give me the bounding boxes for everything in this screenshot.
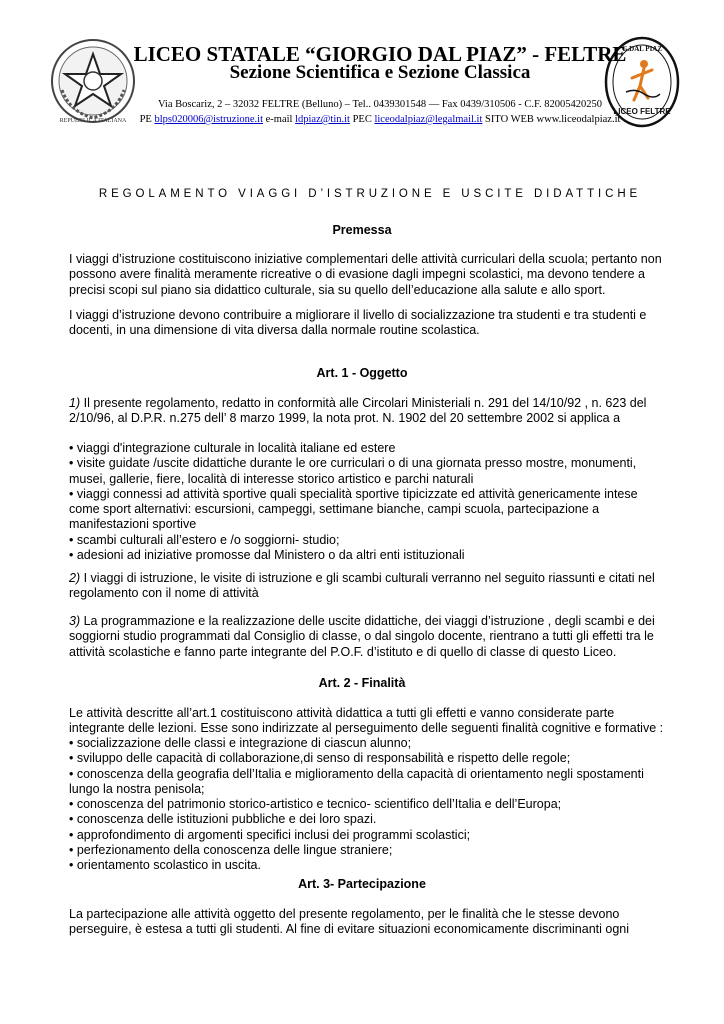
list-item: • orientamento scolastico in uscita.	[69, 858, 261, 873]
school-name: LICEO STATALE “GIORGIO DAL PIAZ” - FELTRE	[133, 42, 627, 66]
pec-label: PEC	[352, 114, 372, 125]
document-title: REGOLAMENTO VIAGGI D’ISTRUZIONE E USCITE DIDATTICHE	[98, 188, 642, 200]
school-contacts	[80, 114, 680, 126]
list-item: • adesioni ad iniziative promosse dal Ministero o da altri enti istituzionali	[69, 548, 465, 563]
list-item: • viaggi connessi ad attività sportive quali specialità sportive tipicizzate ed attività genericamente intese come sport alternativi: escursioni, campeggi, settimane bianche, campi scuola, partecipazione a manifestazioni sportive	[69, 486, 638, 532]
art2-bullet-list	[69, 736, 669, 874]
art1-p2-text: I viaggi di istruzione, le visite di istruzione e gli scambi culturali verranno nel seguito riassunti e citati nel regolamento con il nome di attività	[69, 571, 655, 601]
email-link[interactable]: ldpiaz@tin.it	[295, 114, 350, 125]
list-item: • socializzazione delle classi e integrazione di ciascun alunno;	[69, 736, 412, 750]
art2-intro: Le attività descritte all’art.1 costituiscono attività didattica a tutti gli effetti e vanno considerate parte integrante delle lezioni. Esse sono indirizzate al perseguimento delle seguenti finalità cognitive e formative :	[69, 706, 664, 736]
web-address: www.liceodalpiaz.it	[536, 114, 621, 125]
premessa-heading: Premessa	[332, 223, 392, 237]
art1-paragraph-2	[69, 571, 669, 602]
email-label: e-mail	[265, 114, 293, 125]
art1-p3-number: 3)	[69, 614, 81, 628]
web-label: SITO WEB	[485, 114, 534, 125]
list-item: • sviluppo delle capacità di collaborazione,di senso di responsabilità e rispetto delle regole;	[69, 751, 571, 766]
list-item: • scambi culturali all’estero e /o soggiorni- studio;	[69, 532, 340, 547]
art1-p3-text: La programmazione e la realizzazione delle uscite didattiche, dei viaggi d’istruzione , degli scambi e dei soggiorni studio programmati dal Consiglio di classe, o dal singolo docente, rientrano a tutti gli effetti tra le attività scolastiche e fanno parte integrante del P.O.F. d’istituto e di quello di classe di questo Liceo.	[69, 614, 655, 659]
art1-heading: Art. 1 - Oggetto	[316, 366, 408, 380]
art1-bullet-list	[69, 441, 669, 563]
school-address: Via Boscariz, 2 – 32032 FELTRE (Belluno) – Tel.. 0439301548 — Fax 0439/310506 - C.F. 82005420250	[157, 99, 603, 110]
logo-bottom-text: LICEO FELTRE	[613, 107, 671, 116]
emblem-text: REPUBBLICA ITALIANA	[59, 118, 127, 124]
art2-heading: Art. 2 - Finalità	[318, 676, 406, 690]
pe-label: PE	[139, 114, 152, 125]
school-sections: Sezione Scientifica e Sezione Classica	[229, 62, 531, 83]
premessa-paragraph-1: I viaggi d’istruzione costituiscono iniziative complementari delle attività curriculari della scuola; pertanto non possono avere finalità meramente ricreative o di evasione dagli impegni scolastici, ma devono tendere a precisi scopi sul piano sia didattico culturale, sia su quello dell’educazione alla salute e allo sport.	[69, 252, 662, 297]
art3-heading: Art. 3- Partecipazione	[298, 877, 426, 891]
pec-email-link[interactable]: liceodalpiaz@legalmail.it	[374, 114, 483, 125]
list-item: • conoscenza delle istituzioni pubbliche e dei loro spazi.	[69, 812, 377, 827]
art1-p2-number: 2)	[69, 571, 81, 585]
art1-p1-text: Il presente regolamento, redatto in conformità alle Circolari Ministeriali n. 291 del 14/10/92 , n. 623 del 2/10/96, al D.P.R. n.275 dell’ 8 marzo 1999, la nota prot. N. 1902 del 20 settembre 2002 si applica a	[69, 396, 647, 426]
list-item: • approfondimento di argomenti specifici inclusi dei programmi scolastici;	[69, 827, 471, 842]
list-item: • perfezionamento della conoscenza delle lingue straniere;	[69, 843, 393, 858]
pe-email-link[interactable]: blps020006@istruzione.it	[154, 114, 263, 125]
logo-top-text: G.DAL PIAZ	[621, 45, 663, 53]
art1-paragraph-3	[69, 614, 669, 660]
premessa-paragraph-2: I viaggi d’istruzione devono contribuire a migliorare il livello di socializzazione tra studenti e tra studenti e docenti, in una dimensione di vita diversa dalla normale routine scolastica.	[69, 308, 647, 338]
list-item: • viaggi d'integrazione culturale in località italiane ed estere	[69, 441, 396, 455]
list-item: • conoscenza della geografia dell’Italia e miglioramento della capacità di orientamento negli spostamenti lungo la nostra penisola;	[69, 766, 644, 796]
art1-p1-number: 1)	[69, 396, 81, 410]
art1-paragraph-1	[69, 396, 669, 427]
art3-paragraph-1: La partecipazione alle attività oggetto del presente regolamento, per le finalità che le stesse devono perseguire, è estesa a tutti gli studenti. Al fine di evitare situazioni economicamente discriminanti ogni	[69, 907, 630, 937]
list-item: • visite guidate /uscite didattiche durante le ore curriculari o di una giornata presso mostre, monumenti, musei, gallerie, fiere, località di interesse storico artistico e parchi naturali	[69, 456, 637, 486]
list-item: • conoscenza del patrimonio storico-artistico e tecnico- scientifico dell’Italia e dell’Europa;	[69, 797, 562, 812]
